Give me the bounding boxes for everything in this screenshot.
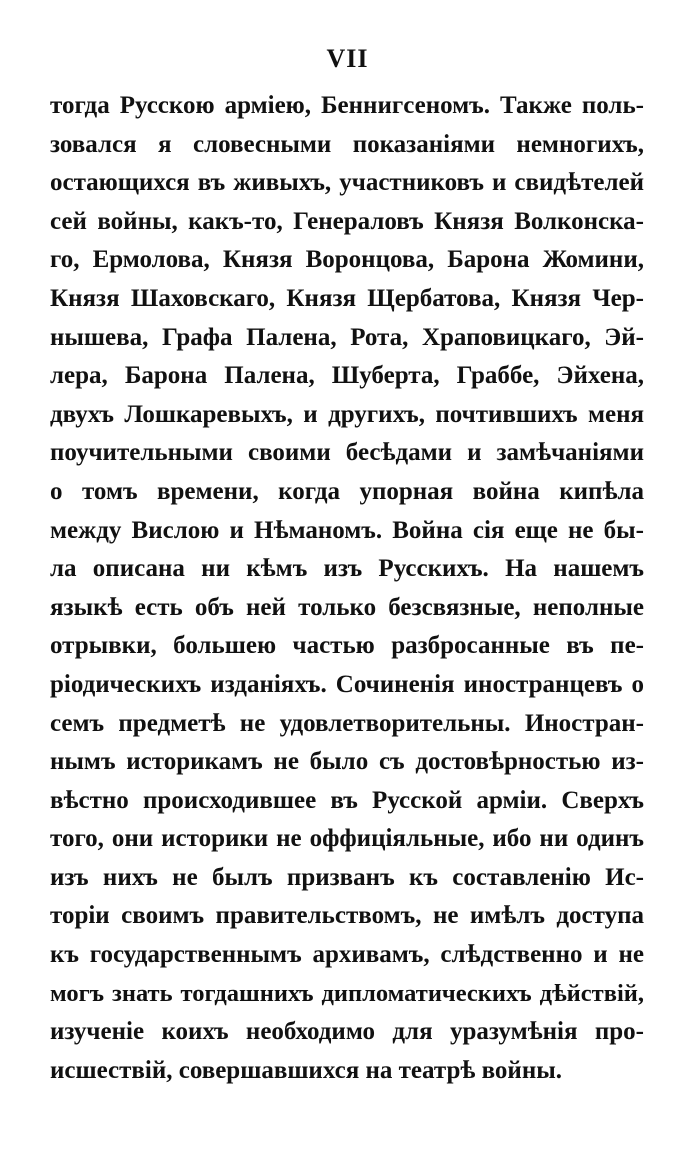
text-line: могъ знать тогдашнихъ дипломатическихъ дѣйствій, (50, 979, 644, 1007)
text-line: го, Ермолова, Князя Воронцова, Барона Жомини, (50, 246, 644, 274)
body-text (50, 87, 644, 1090)
text-line: изученіе коихъ необходимо для уразумѣнія про- (50, 1018, 644, 1046)
text-line: отрывки, большею частью разбросанные въ пе- (50, 632, 644, 660)
text-line: исшествій, совершавшихся на театрѣ войны. (50, 1056, 563, 1084)
text-line: Князя Шаховскаго, Князя Щербатова, Князя Чер- (50, 284, 644, 312)
text-line: ріодическихъ изданіяхъ. Сочиненія иностранцевъ о (50, 670, 644, 698)
text-line: того, они историки не оффиціяльные, ибо ни одинъ (50, 825, 644, 853)
text-line: семъ предметѣ не удовлетворительны. Иностран- (50, 709, 644, 737)
text-line: къ государственнымъ архивамъ, слѣдственно и не (50, 941, 644, 969)
text-line: тогда Русскою арміею, Беннигсеномъ. Также поль- (50, 92, 644, 119)
text-line: изъ нихъ не былъ призванъ къ составленію Ис- (50, 863, 644, 891)
text-line: ла описана ни кѣмъ изъ Русскихъ. На нашемъ (50, 555, 644, 583)
text-line: поучительными своими бесѣдами и замѣчаніями (50, 439, 644, 467)
text-line: языкѣ есть объ ней только безсвязные, неполные (50, 593, 644, 621)
text-line: зовался я словесными показаніями немногихъ, (50, 130, 644, 158)
text-line: нышева, Графа Палена, Рота, Храповицкаго, Эй- (50, 323, 644, 351)
text-line: двухъ Лошкаревыхъ, и другихъ, почтившихъ меня (50, 400, 644, 428)
text-line: между Вислою и Нѣманомъ. Война сія еще не бы- (50, 516, 644, 544)
text-line: нымъ историкамъ не было съ достовѣрностью из- (50, 748, 644, 776)
text-line: вѣстно происходившее въ Русской арміи. Сверхъ (50, 786, 644, 814)
text-line: торіи своимъ правительствомъ, не имѣлъ доступа (50, 902, 644, 930)
text-line: сей войны, какъ-то, Генераловъ Князя Волконска- (50, 207, 644, 235)
text-line: о томъ времени, когда упорная война кипѣла (50, 477, 644, 505)
text-line: лера, Барона Палена, Шуберта, Граббе, Эйхена, (50, 362, 644, 390)
text-line: остающихся въ живыхъ, участниковъ и свидѣтелей (50, 169, 644, 197)
page-number: VII (326, 44, 369, 73)
